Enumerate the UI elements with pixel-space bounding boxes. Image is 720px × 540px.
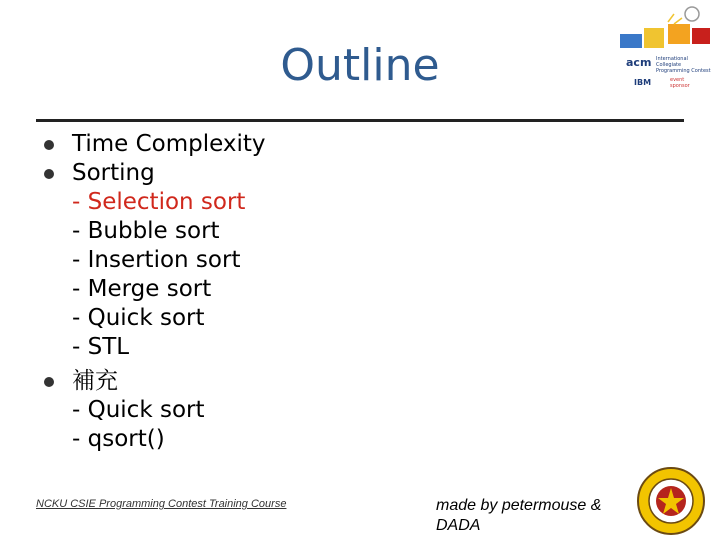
bullet-icon xyxy=(44,169,54,179)
outline-subitem: - Bubble sort xyxy=(72,218,220,244)
title-divider xyxy=(36,119,684,122)
author-footer: made by petermouse & DADA xyxy=(436,497,602,534)
outline-item xyxy=(44,367,266,396)
course-footer: NCKU CSIE Programming Contest Training Course xyxy=(36,498,287,510)
outline-list xyxy=(44,130,266,454)
sponsor-label: event sponsor xyxy=(670,77,690,89)
icpc-logo-icon xyxy=(612,4,716,56)
outline-subitem: - Quick sort xyxy=(72,397,205,423)
ibm-logo: IBM xyxy=(634,78,652,87)
outline-subitem: - STL xyxy=(72,334,130,360)
outline-item-label: Sorting xyxy=(72,160,155,186)
outline-subitem: - Quick sort xyxy=(72,305,205,331)
bullet-icon xyxy=(44,140,54,150)
bullet-icon xyxy=(44,377,54,387)
outline-item-label: Time Complexity xyxy=(72,131,266,157)
outline-subitem: - Merge sort xyxy=(72,276,212,302)
outline-subitem: - Insertion sort xyxy=(72,247,241,273)
slide-title: Outline xyxy=(280,40,440,91)
outline-subitem: - qsort() xyxy=(72,426,165,452)
outline-item-label: 補充 xyxy=(72,368,118,394)
contest-logos xyxy=(612,4,716,96)
outline-subitem: - Selection sort xyxy=(72,189,246,215)
outline-item xyxy=(44,159,266,188)
acm-logo: acm xyxy=(626,56,652,69)
outline-item xyxy=(44,130,266,159)
acm-subtitle: International Collegiate Programming Contest xyxy=(656,56,711,74)
university-seal-icon xyxy=(636,466,706,536)
